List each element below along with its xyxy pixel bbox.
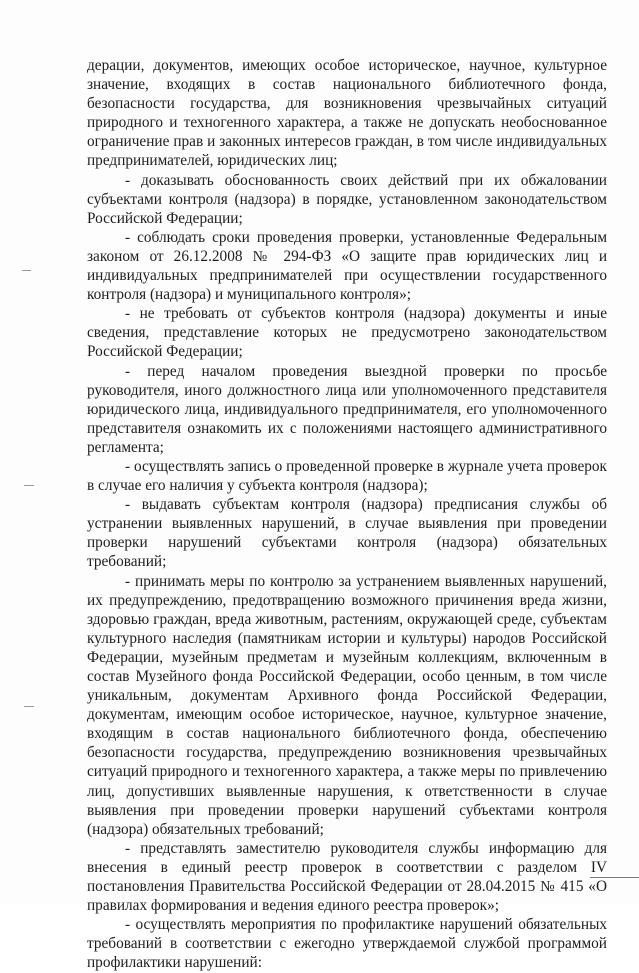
paragraph: - выдавать субъектам контроля (надзора) предписания службы об устранении выявленных нарушений, в случае выявления при проведении проверки нарушений субъектами контроля (надзора) обязательных требований; (87, 496, 607, 571)
document-body (87, 56, 607, 973)
margin-mark (22, 270, 31, 271)
margin-mark (24, 706, 34, 707)
scan-edge-line (590, 877, 639, 878)
margin-mark (24, 485, 34, 486)
paragraph: - принимать меры по контролю за устранением выявленных нарушений, их предупреждению, предотвращению возможного причинения вреда жизни, здоровью граждан, вреда животным, растениям, окружающей среде, субъектам культурного наследия (памятникам истории и культуры) народов Российской Федерации, музейным предметам и музейным коллекциям, включенным в состав Музейного фонда Российской Федерации, особо ценным, в том числе уникальным, документам Архивного фонда Российской Федерации, документам, имеющим особое историческое, научное, культурное значение, входящим в состав национального библиотечного фонда, обеспечению безопасности государства, предупреждению возникновения чрезвычайных ситуаций природного и техногенного характера, а также меры по привлечению лиц, допустивших выявленные нарушения, к ответственности в случае выявления при проведении проверки нарушений субъектами контроля (надзора) обязательных требований; (87, 572, 607, 838)
paragraph: - соблюдать сроки проведения проверки, установленные Федеральным законом от 26.12.2008 № 294-ФЗ «О защите прав юридических лиц и индивидуальных предпринимателей при осуществлении государственного контроля (надзора) и муниципального контроля»; (87, 228, 607, 304)
paragraph: дерации, документов, имеющих особое историческое, научное, культурное значение, входящих в состав национального библиотечного фонда, безопасности государства, для возникновения чрезвычайных ситуаций природного и техногенного характера, а также не допускать необоснованное ограничение прав и законных интересов граждан, в том числе индивидуальных предпринимателей, юридических лиц; (87, 57, 607, 170)
paragraph: - осуществлять мероприятия по профилактике нарушений обязательных требований в соответствии с ежегодно утверждаемой службой программой профилактики нарушений: (87, 916, 607, 972)
paragraph: - доказывать обоснованность своих действий при их обжаловании субъектами контроля (надзора) в порядке, установленном законодательством Российской Федерации; (87, 171, 607, 227)
paragraph: - перед началом проведения выездной проверки по просьбе руководителя, иного должностного лица или уполномоченного представителя юридического лица, индивидуального предпринимателя, его уполномоченного представителя ознакомить их с положениями настоящего административного регламента; (87, 362, 607, 456)
paragraph: - представлять заместителю руководителя службы информацию для внесения в единый реестр проверок в соответствии с разделом IV постановления Правительства Российской Федерации от 28.04.2015 № 415 «О правилах формирования и ведения единого реестра проверок»; (87, 839, 607, 915)
paragraph: - осуществлять запись о проведенной проверке в журнале учета проверок в случае его наличия у субъекта контроля (надзора); (87, 457, 607, 495)
paragraph: - не требовать от субъектов контроля (надзора) документы и иные сведения, представление которых не предусмотрено законодательством Российской Федерации; (87, 305, 607, 361)
